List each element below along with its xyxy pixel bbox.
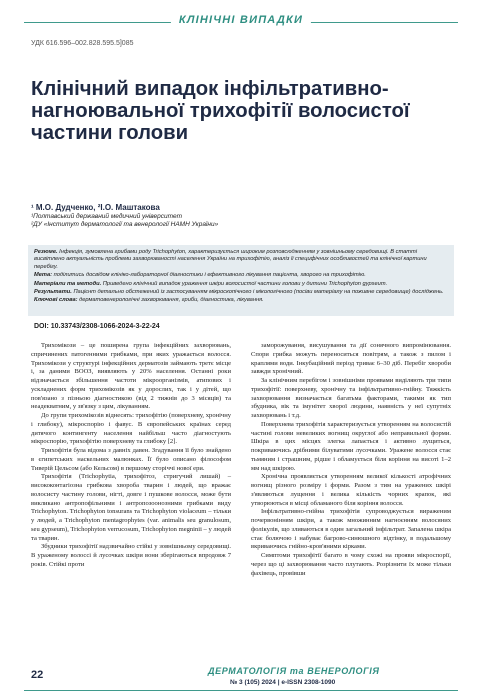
affiliation-1: ¹Полтавський державний медичний університет — [31, 213, 183, 220]
article-title: Клінічний випадок інфільтративно-нагноювальної трихофітії волосистої частини голови — [31, 78, 410, 144]
doi-link[interactable]: DOI: 10.33743/2308-1066-2024-3-22-24 — [34, 323, 160, 330]
journal-issue: № 3 (105) 2024 | e-ISSN 2308-1090 — [230, 679, 336, 686]
paragraph: Поверхнева трихофітія характеризується утворенням на волосистій частині голови невеликих вогнищ округлої або неправильної форми. Шкіра в цих місцях злегка лапається і активно лущиться, покриваючись дрібними білуватими лусочками. Уражене волосся стає тьмяним і страшним, рідше і обламується біля коріння на висоті 1–2 мм над шкірою. — [251, 420, 451, 472]
section-header — [24, 14, 458, 31]
abstract-aim-label: Мета: — [34, 272, 53, 279]
section-label: КЛІНІЧНІ ВИПАДКИ — [171, 14, 311, 26]
footer-rule — [24, 690, 458, 691]
affiliation-2: ²ДУ «Інститут дерматології та венерології НАМН України» — [31, 221, 219, 228]
abstract-methods-text: Приведено клінічний випадок ураження шкіри волосистої частини голови у дитини Trichophyton gypseum. — [102, 280, 388, 287]
body-column-left — [31, 342, 231, 570]
paragraph: Трихофітія була відома з давніх давен. Згадування її було знайдено в єгипетських наскельних малюнках. Її було описано філософом Тиверій Цельсом (або Кельсом) в першому сторіччі нової ери. — [31, 447, 231, 472]
authors: ¹ М.О. Дудченко, ²І.О. Маштакова — [31, 203, 160, 212]
udc-code: УДК 616.596–002.828.595.5]085 — [31, 40, 134, 47]
paragraph: Трихомікози – це поширена група інфекційних захворювань, спричинених патогенними грибками, при яких уражається волосся. Трихомікози у структурі інфекційних дерматозів займають третє місце і, за даними ВООЗ, виявляють у 20% населення. Останні роки відзначається збільшення частоти мікроорганізмів, атипових і ускладнених форм трихомікозів як у дорослих, так і у дітей, що пов'язано з пізньою діагностикою (від 2 тижнів до 3 місяців) та неадекватним, у зв'язку з цим, лікуванням. — [31, 342, 231, 411]
paragraph: За клінічним перебігом і зовнішніми проявами виділяють три типи трихофітії: поверхневу, хронічну та інфільтративно-гнійну. Тяжкість захворювання визначається багатьма факторами, такими як тип збудника, вік та імунітет хворої людини, наявність у неї супутніх захворювань і т.д. — [251, 377, 451, 419]
abstract-keywords-text: дерматовенерологічні захворювання, гриби, діагностика, лікування. — [79, 297, 264, 304]
paragraph: Інфільтративно-гнійна трихофітія супроводжується вираженим почервонінням шкіри, а також множинним нагноєнням волосяних фолікулів, що зливаються в один загальний інфільтрат. Запалена шкіра стає болючою і набуває багрово-синюшного відтінку, в подальшому вкриваючись гнійно-кров'яними кірками. — [251, 508, 451, 551]
journal-name: ДЕРМАТОЛОГІЯ та ВЕНЕРОЛОГІЯ — [208, 666, 380, 676]
abstract-summary — [34, 249, 448, 271]
abstract-box — [28, 245, 454, 316]
paragraph: Хронічна проявляється утворенням великої кількості атрофічних вогнищ різного розміру і форми. Разом з тим на уражених шкірі з'являються лущення і велика кількість чорних крапок, які утворюються в місці обламаного біля коріння волосся. — [251, 473, 451, 507]
abstract-aim — [34, 272, 448, 279]
abstract-results-text: Пацієнт детально обстежений із застосуванням мікроскопічного і мікологічного (посіви матеріалу на поживне середовище) досліджень. — [73, 289, 444, 296]
paragraph: Симптоми трихофітії багато в чому схожі на прояви мікроспорії, через що ці захворювання часто плутають. Розрізнити їх може тільки фахівець, провівши — [251, 552, 451, 577]
abstract-summary-text: Інфекція, зумовлена грибами роду Trichophyton, характеризується широким розповсюдженням у зовнішньому середовищі. В статті висвітлено актуальність проблеми захворюваності населення України на трихофітію, аналіз її специфічних особливостей та клінічної картини перебігу. — [34, 249, 427, 270]
abstract-methods-label: Матеріали та методи. — [34, 280, 102, 287]
paragraph: заморожування, висушування та дії сонячного випромінювання. Спори грибка можуть переноситься повітрям, а також з пилом і краплями води. Інкубаційний період триває 6–30 діб. Перебіг хвороби завжди хронічний. — [251, 342, 451, 376]
abstract-aim-text: поділитись досвідом клініко-лабораторної діагностики і ефективного лікування пацієнта, хворого на трихофітію. — [53, 272, 366, 279]
body-column-right — [251, 342, 451, 578]
paragraph: Збудники трихофітії надзвичайно стійкі у зовнішньому середовищі. В ураженому волоссі й лусочках шкіри вони зберігаються впродовж 7 років. Стійкі проти — [31, 543, 231, 568]
paragraph: Трихофітія (Trichophytia, трихофітоз, стригучий лишай) – висококонтагіозна грибкова хвороба тварин і людей, що вражає волосисту частину голови, нігті, довге і пушкове волосся, може бути викликано антропофільними і антропозоонозними грибками виду Trichophyton. Trichophyton tonsurans та Trichophyton violaceum – тільки у людей, а Trichophyton mentagrophytes (var. animalis seu granulosum, seu gypseum), Trichophyton verrucosum, Trichophyton megninii – у людей та тварин. — [31, 473, 231, 542]
abstract-keywords — [34, 297, 448, 304]
abstract-results-label: Результати. — [34, 289, 72, 296]
abstract-results — [34, 289, 448, 296]
abstract-methods — [34, 281, 448, 288]
abstract-keywords-label: Ключові слова: — [34, 297, 78, 304]
paragraph: До групи трихомікозів віднесять: трихофітію (поверхневу, хронічну і глибоку), мікроспорію і фавус. В європейських країнах серед дитячого контингенту населення найбільш часто діагностують мікроспорію, трихофітію поверхневу та глибоку [2]. — [31, 412, 231, 446]
abstract-summary-label: Резюме. — [34, 249, 58, 255]
page-number: 22 — [31, 669, 44, 681]
